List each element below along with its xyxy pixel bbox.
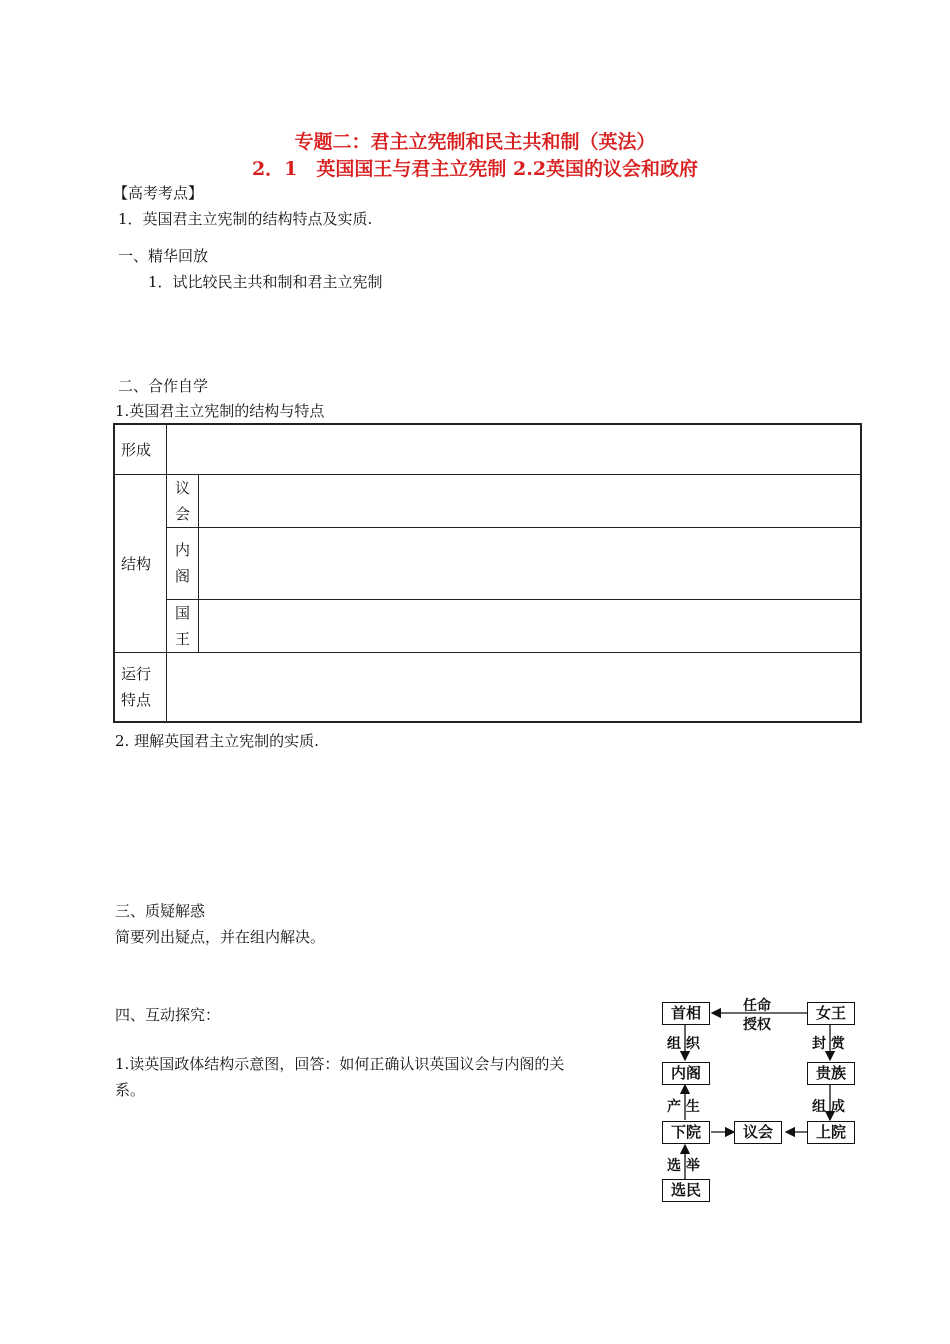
cell-formation-answer[interactable]: [167, 424, 862, 474]
kaodian-item: 1．英国君主立宪制的结构特点及实质.: [118, 210, 373, 228]
cell-parliament-label: 议 会: [167, 474, 199, 527]
label-elect: 选 举: [667, 1158, 700, 1174]
table-row-cabinet: [114, 527, 861, 599]
label-produce: 产 生: [667, 1099, 700, 1115]
box-lords: 上院: [807, 1121, 855, 1144]
kaodian-header: 【高考考点】: [113, 184, 204, 202]
section2-item1: 1.英国君主立宪制的结构与特点: [115, 402, 325, 420]
section4-header: 四、互动探究：: [115, 1006, 221, 1024]
cell-operation-label: 运行 特点: [114, 652, 167, 722]
table-row-operation: [114, 652, 861, 722]
cell-cabinet-answer[interactable]: [199, 527, 862, 599]
section2-item2: 2. 理解英国君主立宪制的实质.: [115, 732, 319, 750]
section3-header: 三、质疑解惑: [115, 902, 206, 920]
section4-item-line1: 1.读英国政体结构示意图，回答：如何正确认识英国议会与内阁的关: [115, 1055, 565, 1073]
label-organize: 组 织: [667, 1036, 700, 1052]
section4-item-line2: 系。: [115, 1081, 146, 1099]
box-parliament: 议会: [734, 1121, 782, 1144]
section1-header: 一、精华回放: [118, 247, 209, 265]
label-compose: 组 成: [812, 1099, 845, 1115]
section3-text: 简要列出疑点，并在组内解决。: [115, 928, 326, 946]
title-line-1: 专题二：君主立宪制和民主共和制（英法）: [294, 131, 656, 153]
box-voters: 选民: [662, 1179, 710, 1202]
box-cabinet: 内阁: [662, 1062, 710, 1085]
cell-king-label: 国 王: [167, 599, 199, 652]
label-appoint-1: 任命: [743, 998, 771, 1014]
box-nobles: 贵族: [807, 1062, 855, 1085]
cell-parliament-answer[interactable]: [199, 474, 862, 527]
box-queen: 女王: [807, 1002, 855, 1025]
cell-formation-label: 形成: [114, 424, 167, 474]
label-appoint-2: 授权: [743, 1017, 771, 1033]
title-line-2: 2．1 英国国王与君主立宪制 2.2英国的议会和政府: [251, 158, 699, 180]
section1-item: 1．试比较民主共和制和君主立宪制: [148, 273, 383, 291]
box-pm: 首相: [662, 1002, 710, 1025]
cell-operation-answer[interactable]: [167, 652, 862, 722]
label-reward: 封 赏: [812, 1036, 845, 1052]
table-row-formation: [114, 424, 861, 474]
section2-header: 二、合作自学: [118, 377, 209, 395]
cell-king-answer[interactable]: [199, 599, 862, 652]
cell-structure-label: 结构: [114, 474, 167, 652]
table-row-king: [114, 599, 861, 652]
cell-cabinet-label: 内 阁: [167, 527, 199, 599]
table-row-parliament: [114, 474, 861, 527]
box-commons: 下院: [662, 1121, 710, 1144]
structure-table: [113, 423, 862, 723]
